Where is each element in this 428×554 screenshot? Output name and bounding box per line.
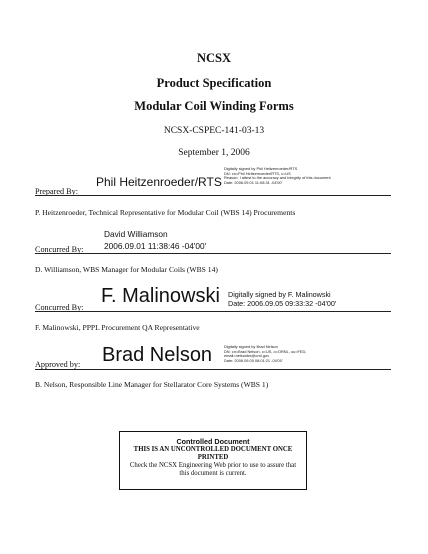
preparer-caption: P. Heitzenroeder, Technical Representative for Modular Coil (WBS 14) Procurements [35, 208, 296, 217]
approved-by-label: Approved by: [35, 360, 81, 369]
uncontrolled-warning: THIS IS AN UNCONTROLLED DOCUMENT ONCE PRINTED [133, 446, 293, 461]
williamson-signature-line [35, 253, 391, 254]
malinowski-signature-details: Digitally signed by F. Malinowski Date: 2006.09.05 09:33:32 -04'00' [228, 290, 337, 308]
nelson-signature-details: Digitally signed by Brad Nelson DN: cn=Brad Nelson, c=US, o=ORNL, ou=FED, email=nelsonbe@ornl.gov Date: 2006.09.05 08:01:21 -04'00' [224, 344, 307, 363]
org-name: NCSX [196, 51, 232, 65]
preparer-signature: Phil Heitzenroeder/RTS [96, 175, 222, 189]
malinowski-signature-line [35, 311, 391, 312]
nelson-caption: B. Nelson, Responsible Line Manager for Stellarator Core Systems (WBS 1) [35, 380, 269, 389]
doc-type: Product Specification [156, 76, 272, 90]
williamson-signer-name: David Williamson [104, 229, 168, 239]
malinowski-signature: F. Malinowski [101, 285, 220, 307]
prepared-by-label: Prepared By: [35, 187, 78, 196]
doc-number: NCSX-CSPEC-141-03-13 [163, 126, 265, 136]
concurred-by-label-2: Concurred By: [35, 303, 84, 312]
nelson-signature-line [35, 369, 391, 370]
concurred-by-label-1: Concurred By: [35, 245, 84, 254]
preparer-signature-details: Digitally signed by Phil Heitzenroeder/RTS DN: cn=Phil Heitzenroeder/RTS, c=US Reason: I attest to the accuracy and integrity of this document Date: 2006.09.01 11:08:31 -04'00' [224, 166, 331, 185]
malinowski-caption: F. Malinowski, PPPL Procurement QA Representative [35, 323, 200, 332]
nelson-signature: Brad Nelson [102, 344, 213, 366]
doc-date: September 1, 2006 [178, 148, 250, 158]
controlled-document-box [119, 431, 307, 490]
doc-title: Modular Coil Winding Forms [134, 99, 294, 113]
williamson-timestamp: 2006.09.01 11:38:46 -04'00' [104, 241, 207, 251]
engineering-web-note: Check the NCSX Engineering Web prior to use to assure that this document is current. [129, 462, 297, 477]
preparer-signature-line [35, 195, 391, 196]
controlled-document-heading: Controlled Document [176, 437, 250, 446]
williamson-caption: D. Williamson, WBS Manager for Modular Coils (WBS 14) [35, 265, 218, 274]
